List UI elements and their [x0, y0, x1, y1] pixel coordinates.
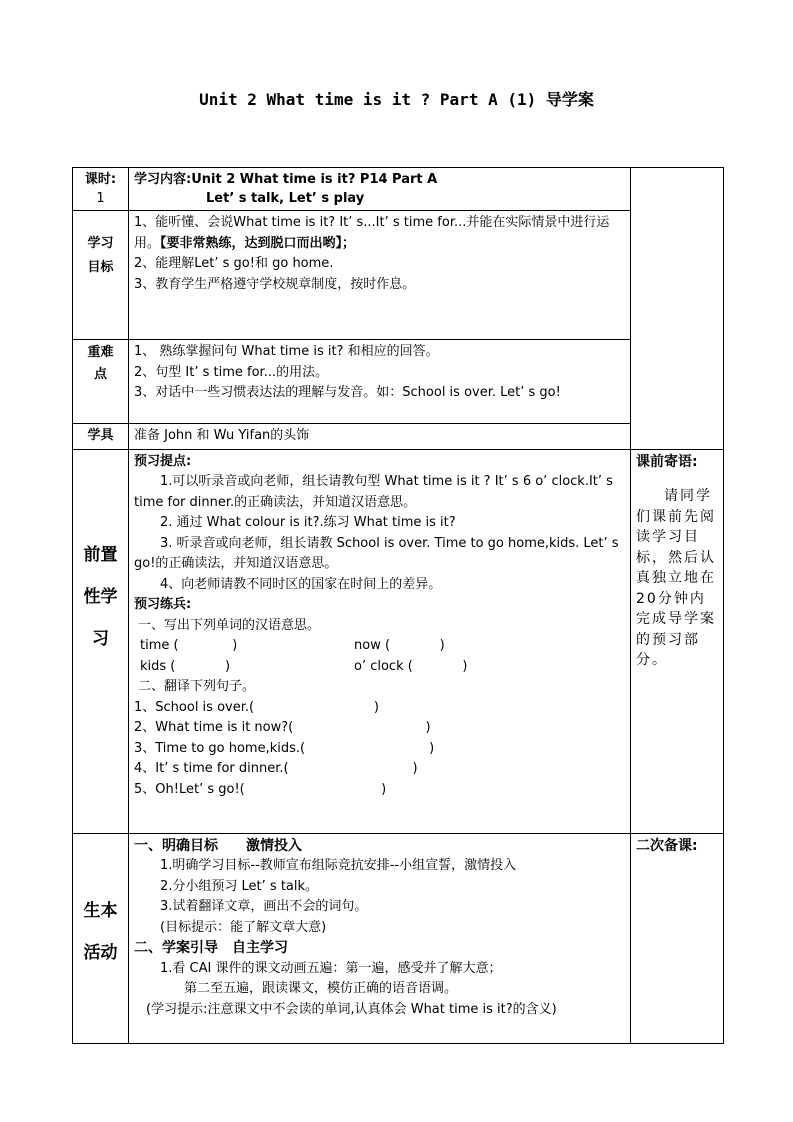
lesson-label — [73, 168, 129, 211]
tools-content: 准备 John 和 Wu Yifan的头饰 — [129, 424, 631, 450]
preview-sentence2: 2、What time is it now?( ) — [134, 720, 431, 735]
activity-sec1-item2: 2.分小组预习 Let’ s talk。 — [160, 878, 319, 894]
activity-sec1-item1: 1.明确学习目标--教师宣布组际竞抗安排--小组宣誓，激情投入 — [160, 858, 517, 873]
goals-item1-emphasis: 【要非常熟练，达到脱口而出哟】； — [160, 235, 356, 251]
lesson-content-line1: Unit 2 What time is it? P14 Part A — [191, 172, 438, 187]
difficulties-item1: 1、 熟练掌握问句 What time is it? 和相应的回答。 — [134, 344, 439, 359]
preview-part2-head: 二、翻译下列句子。 — [138, 679, 256, 694]
goals-item2: 2、能理解Let’ s go!和 go home. — [134, 256, 334, 271]
goals-content — [129, 211, 631, 340]
goals-label — [73, 211, 129, 340]
goals-item3: 3、教育学生严格遵守学校规章制度，按时作息。 — [134, 276, 416, 292]
activity-content — [129, 833, 631, 1043]
preview-row — [73, 449, 724, 833]
lesson-content-line2: Let’ s talk, Let’ s play — [206, 191, 365, 206]
preview-sentence3: 3、Time to go home,kids.( ) — [134, 740, 435, 756]
lesson-content — [129, 168, 631, 211]
word-now: now ( ) — [354, 638, 445, 653]
preview-part1-head: 一、写出下列单词的汉语意思。 — [138, 617, 321, 633]
preview-practice-head: 预习练兵: — [134, 597, 192, 612]
preview-tips-head: 预习提点: — [134, 453, 192, 469]
preview-label-line3: 习 — [92, 628, 109, 649]
preview-label-line1: 前置 — [83, 544, 118, 565]
goals-label-line2: 目标 — [87, 260, 114, 275]
preview-content — [129, 449, 631, 833]
activity-label-line2: 活动 — [83, 942, 118, 963]
difficulties-item3: 3、对话中一些习惯表达法的理解与发音。如：School is over. Let’ s go! — [134, 385, 561, 400]
activity-side-cell — [631, 833, 724, 1043]
activity-sec2-item1: 1.看 CAI 课件的课文动画五遍：第一遍，感受并了解大意； — [160, 960, 502, 976]
activity-label — [73, 833, 129, 1043]
preview-label-line2: 性学 — [83, 586, 118, 607]
difficulties-content — [129, 340, 631, 424]
difficulties-label — [73, 340, 129, 424]
preview-tip1: 1.可以听录音或向老师，组长请教句型 What time is it ? It’ s 6 o’ clock.It’ s time for dinner.的正确读法，并知道汉语意思。 — [134, 474, 613, 510]
activity-sec1-head: 一、明确目标 激情投入 — [134, 837, 302, 854]
difficulties-label-line2: 点 — [93, 367, 107, 382]
preview-tip2: 2. 通过 What colour is it?.练习 What time is it? — [160, 515, 456, 530]
activity-sec2-item1b: 第二至五遍，跟读课文，模仿正确的语音语调。 — [184, 981, 458, 996]
preview-side-body: 请同学们课前先阅读学习目标，然后认真独立地在20分钟内完成导学案的预习部分。 — [636, 488, 716, 668]
preview-words-line1 — [134, 636, 625, 657]
study-plan-table — [72, 167, 724, 1044]
goals-label-line1: 学习 — [87, 236, 114, 251]
side-cell-top — [631, 168, 724, 450]
preview-tip4: 4、向老师请教不同时区的国家在时间上的差异。 — [160, 576, 442, 592]
activity-sec1-item3: 3.试着翻译文章，画出不会的词句。 — [160, 899, 368, 914]
preview-side-cell — [631, 449, 724, 833]
activity-label-line1: 生本 — [83, 900, 118, 921]
page-title: Unit 2 What time is it ? Part A (1) 导学案 — [199, 90, 594, 109]
lesson-label-line2: 1 — [96, 191, 105, 206]
activity-sec2-hint: (学习提示:注意课文中不会读的单词,认真体会 What time is it?的含义) — [146, 1001, 557, 1017]
activity-row — [73, 833, 724, 1043]
activity-sec2-head: 二、学案引导 自主学习 — [134, 940, 288, 956]
word-kids: kids ( ) — [140, 658, 231, 674]
difficulties-row — [73, 340, 724, 424]
preview-label — [73, 449, 129, 833]
difficulties-label-line1: 重难 — [87, 345, 114, 360]
difficulties-item2: 2、句型 It’ s time for...的用法。 — [134, 364, 329, 380]
tools-label: 学具 — [73, 424, 129, 450]
word-oclock: o’ clock ( ) — [354, 658, 468, 674]
preview-side-head: 课前寄语: — [636, 453, 698, 470]
lesson-content-prefix: 学习内容: — [134, 172, 192, 187]
activity-side-head: 二次备课: — [636, 837, 698, 854]
goals-row — [73, 211, 724, 340]
activity-sec1-hint: (目标提示：能了解文章大意) — [160, 919, 327, 935]
lesson-label-line1: 课时: — [84, 172, 117, 187]
preview-tip3: 3. 听录音或向老师，组长请教 School is over. Time to go home,kids. Let’ s go!的正确读法，并知道汉语意思。 — [134, 535, 619, 571]
word-time: time ( ) — [140, 638, 238, 653]
preview-sentence1: 1、School is over.( ) — [134, 699, 379, 715]
preview-sentence5: 5、Oh!Let’ s go!( ) — [134, 781, 387, 797]
tools-row — [73, 424, 724, 450]
lesson-row — [73, 168, 724, 211]
goals-item1: 1、能听懂、会说What time is it? It’ s...It’ s time for...并能在实际情景中进行运用。 — [134, 215, 610, 251]
preview-words-line2 — [134, 657, 625, 678]
preview-sentence4: 4、It’ s time for dinner.( ) — [134, 761, 418, 776]
